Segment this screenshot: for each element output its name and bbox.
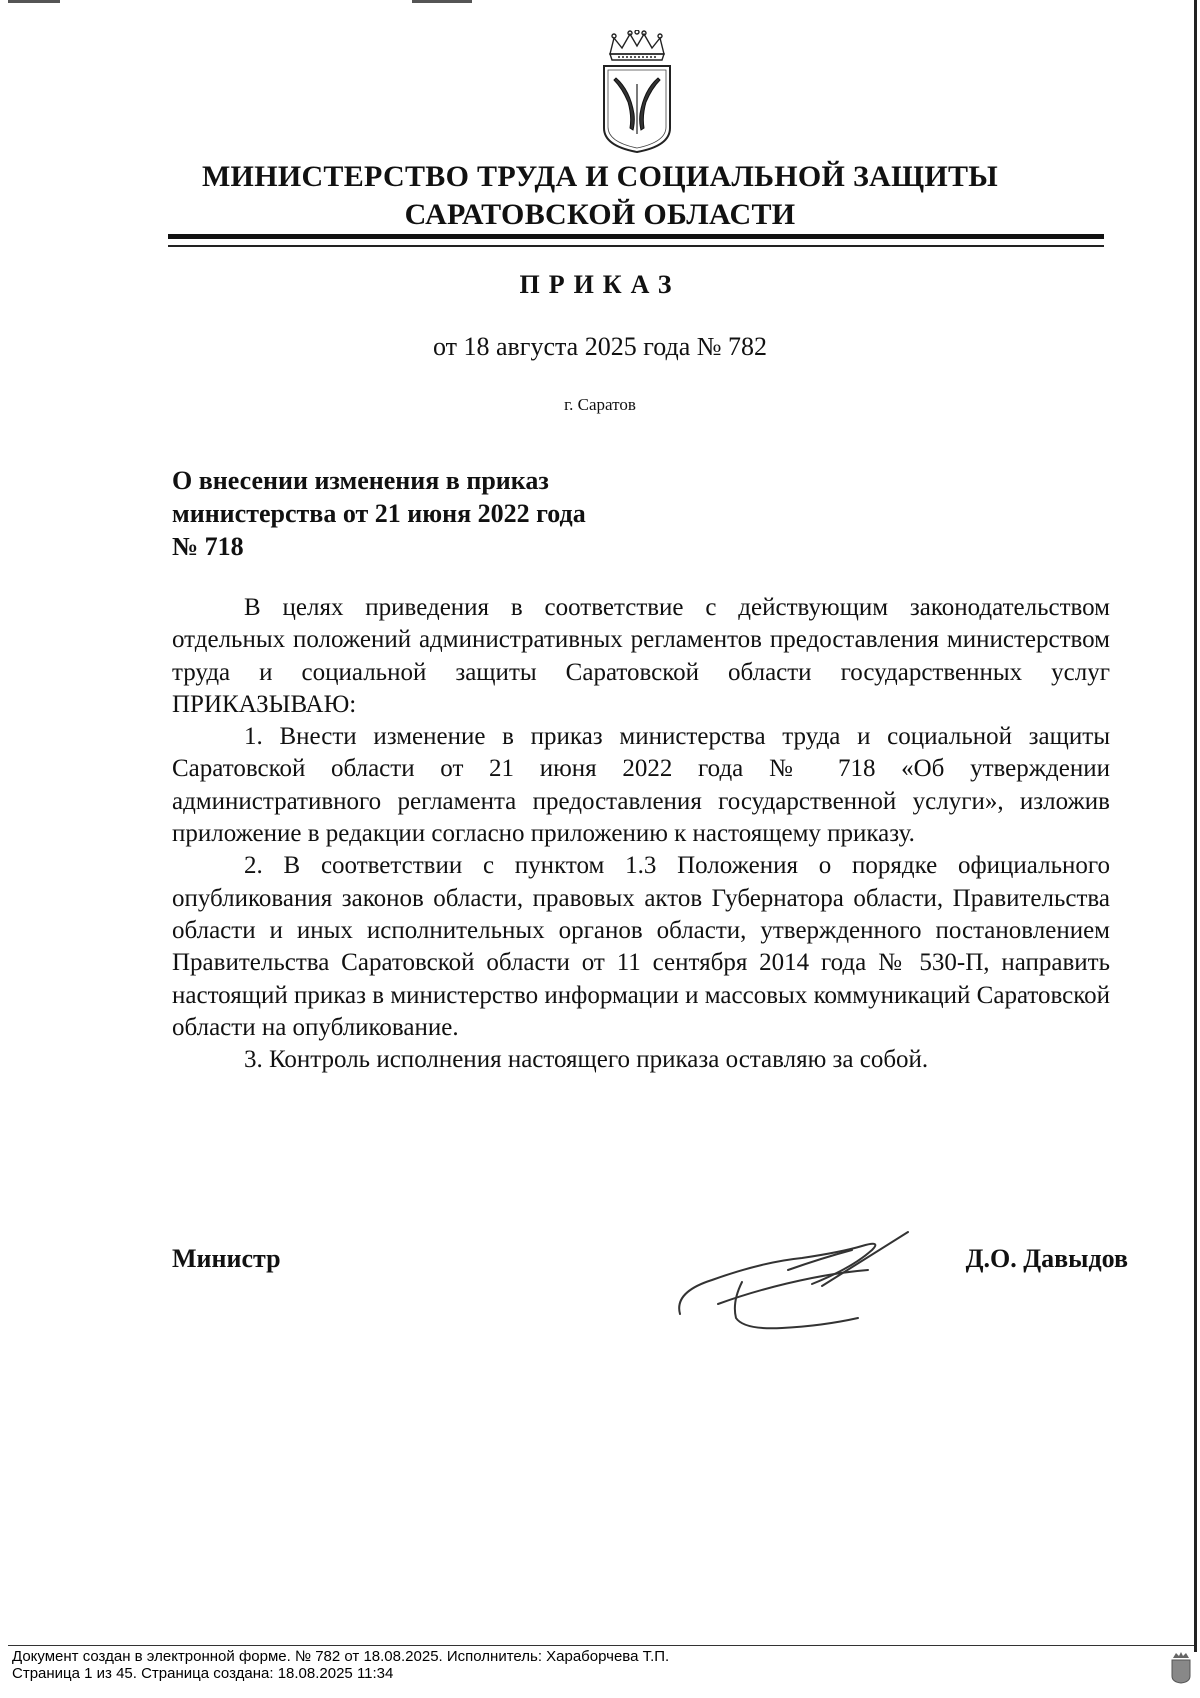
signatory-role: Министр xyxy=(172,1244,281,1273)
order-title: ПРИКАЗ xyxy=(519,270,681,299)
saratov-oblast-coat-of-arms-icon xyxy=(600,30,674,154)
footer-emblem-icon xyxy=(1170,1650,1192,1684)
order-item-2: 2. В соответствии с пунктом 1.3 Положения о порядке официального опубликования законов области, правовых актов Губернатора области, Правительства области и иных исполнительных органов области, утвержденного постановлением Правительства Саратовской области от 11 сентября 2014 года № 530-П, направить настоящий приказ в министерство информации и массовых коммуникаций Саратовской области на опубликование. xyxy=(172,852,1110,1041)
header-rule-thick xyxy=(168,234,1104,239)
page-right-edge xyxy=(1194,0,1197,1652)
order-subject xyxy=(172,464,692,563)
subject-line: № 718 xyxy=(172,532,244,561)
ministry-region-line: САРАТОВСКОЙ ОБЛАСТИ xyxy=(404,198,796,231)
page-top-edge-mark xyxy=(8,0,60,3)
document-footer xyxy=(12,1648,1152,1682)
ministry-header xyxy=(100,158,1100,234)
order-city: г. Саратов xyxy=(564,395,636,414)
order-body xyxy=(172,592,1110,1076)
order-item-3: 3. Контроль исполнения настоящего приказа оставляю за собой. xyxy=(244,1046,929,1074)
preamble-paragraph: В целях приведения в соответствие с действующим законодательством отдельных положений административных регламентов предоставления министерством труда и социальной защиты Саратовской области государственных услуг ПРИКАЗЫВАЮ: xyxy=(172,594,1110,718)
ministry-name-line: МИНИСТЕРСТВО ТРУДА И СОЦИАЛЬНОЙ ЗАЩИТЫ xyxy=(201,160,999,193)
page-top-edge-mark xyxy=(412,0,472,3)
order-date-number: от 18 августа 2025 года № 782 xyxy=(432,332,768,361)
footer-rule xyxy=(8,1645,1194,1646)
order-item-1: 1. Внести изменение в приказ министерства труда и социальной защиты Саратовской области от 21 июня 2022 года № 718 «Об утверждении административного регламента предоставления государственной услуги», изложив приложение в редакции согласно приложению к настоящему приказу. xyxy=(172,723,1110,848)
subject-line: министерства от 21 июня 2022 года xyxy=(172,499,586,528)
subject-line: О внесении изменения в приказ xyxy=(172,466,549,495)
header-rule-thin xyxy=(168,245,1104,247)
signatory-name: Д.О. Давыдов xyxy=(965,1244,1128,1273)
footer-document-info: Документ создан в электронной форме. № 782 от 18.08.2025. Исполнитель: Хараборчева Т.П. xyxy=(12,1648,670,1665)
footer-page-info: Страница 1 из 45. Страница создана: 18.08.2025 11:34 xyxy=(12,1665,394,1682)
handwritten-signature xyxy=(672,1222,932,1342)
